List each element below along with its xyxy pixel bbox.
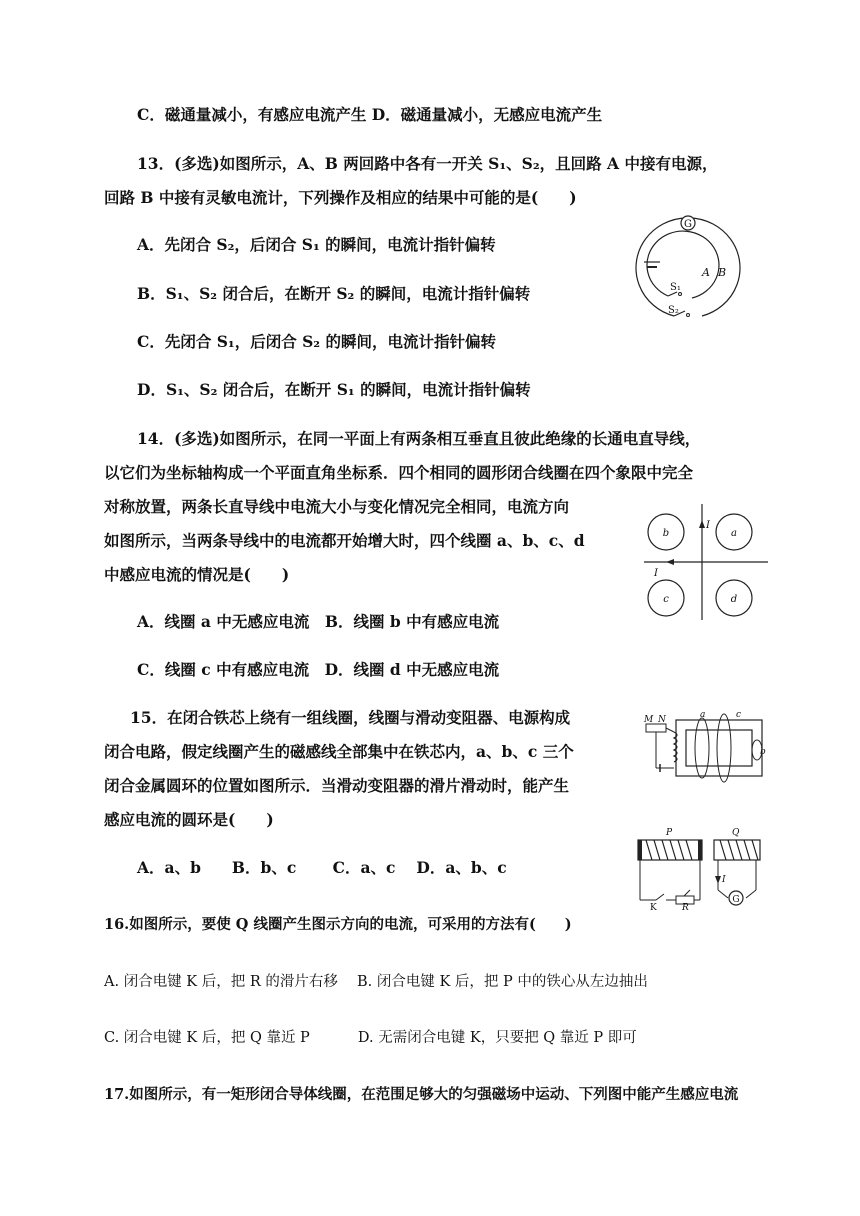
q15-stem-line3: 闭合金属圆环的位置如图所示．当滑动变阻器的滑片滑动时，能产生 — [104, 776, 570, 795]
q16-stem: 16.如图所示，要使 Q 线圈产生图示方向的电流，可采用的方法有( ) — [104, 916, 572, 933]
switch1-label: S₁ — [670, 282, 681, 293]
coil-p-label: P — [666, 828, 673, 838]
q15-figure — [640, 708, 770, 788]
q14-figure — [640, 500, 770, 622]
ring-b-label: b — [760, 747, 766, 757]
q13-option-a: A．先闭合 S₂，后闭合 S₁ 的瞬间，电流计指针偏转 — [137, 235, 496, 254]
coil-c-label: c — [663, 594, 669, 605]
current-horizontal-label: I — [654, 568, 658, 579]
switch2-label: S₂ — [668, 305, 679, 316]
q13-option-b: B．S₁、S₂ 闭合后，在断开 S₂ 的瞬间，电流计指针偏转 — [137, 284, 531, 303]
ring-c-label: c — [736, 710, 742, 720]
coil-a-label: a — [731, 528, 737, 539]
loop-b-label: B — [718, 266, 727, 279]
q13-option-d: D．S₁、S₂ 闭合后，在断开 S₁ 的瞬间，电流计指针偏转 — [137, 380, 531, 399]
q15-stem-line4: 感应电流的圆环是( ) — [104, 810, 274, 829]
label-n: N — [658, 715, 666, 725]
q14-options-cd: C．线圈 c 中有感应电流 D．线圈 d 中无感应电流 — [137, 660, 500, 679]
coil-q-label: Q — [732, 828, 740, 838]
q14-stem-line4: 如图所示，当两条导线中的电流都开始增大时，四个线圈 a、b、c、d — [104, 531, 585, 550]
q17-stem: 17.如图所示，有一矩形闭合导体线圈，在范围足够大的匀强磁场中运动、下列图中能产生感应电流 — [104, 1086, 739, 1103]
rheostat-label: R — [682, 903, 689, 910]
current-label: I — [722, 875, 726, 885]
q16-options-cd: C. 闭合电键 K 后，把 Q 靠近 P D. 无需闭合电键 K，只要把 Q 靠近 P 即可 — [104, 1030, 637, 1046]
q14-stem-line2: 以它们为坐标轴构成一个平面直角坐标系．四个相同的圆形闭合线圈在四个象限中完全 — [104, 463, 694, 482]
q13-figure — [630, 212, 748, 324]
q16-options-ab: A. 闭合电键 K 后，把 R 的滑片右移 B. 闭合电键 K 后，把 P 中的铁心从左边抽出 — [104, 974, 648, 990]
q13-stem-line1: 13．(多选)如图所示，A、B 两回路中各有一开关 S₁、S₂，且回路 A 中接有电源， — [137, 154, 718, 173]
q15-stem-line1: 15．在闭合铁芯上绕有一组线圈，线圈与滑动变阻器、电源构成 — [130, 708, 571, 727]
q14-stem-line5: 中感应电流的情况是( ) — [104, 565, 290, 584]
q14-stem-line1: 14．(多选)如图所示，在同一平面上有两条相互垂直且彼此绝缘的长通电直导线， — [137, 429, 701, 448]
q15-stem-line2: 闭合电路，假定线圈产生的磁感线全部集中在铁芯内，a、b、c 三个 — [104, 742, 574, 761]
loop-a-label: A — [702, 266, 710, 279]
q13-option-c: C．先闭合 S₁，后闭合 S₂ 的瞬间，电流计指针偏转 — [137, 332, 496, 351]
q12-options-cd: C．磁通量减小，有感应电流产生 D．磁通量减小，无感应电流产生 — [137, 105, 603, 124]
key-label: K — [650, 903, 657, 910]
q14-options-ab: A．线圈 a 中无感应电流 B．线圈 b 中有感应电流 — [137, 612, 500, 631]
current-vertical-label: I — [706, 520, 710, 531]
coil-b-label: b — [662, 528, 670, 539]
galvanometer-label: G — [732, 895, 740, 905]
ring-a-label: a — [700, 710, 706, 720]
label-m: M — [644, 715, 654, 725]
q15-options: A．a、b B．b、c C．a、c D．a、b、c — [137, 858, 507, 877]
q14-stem-line3: 对称放置，两条长直导线中电流大小与变化情况完全相同，电流方向 — [104, 497, 570, 516]
coil-d-label: d — [730, 594, 738, 605]
q16-figure — [632, 826, 768, 910]
q13-stem-line2: 回路 B 中接有灵敏电流计，下列操作及相应的结果中可能的是( ) — [104, 188, 577, 207]
galvanometer-label: G — [684, 219, 692, 230]
